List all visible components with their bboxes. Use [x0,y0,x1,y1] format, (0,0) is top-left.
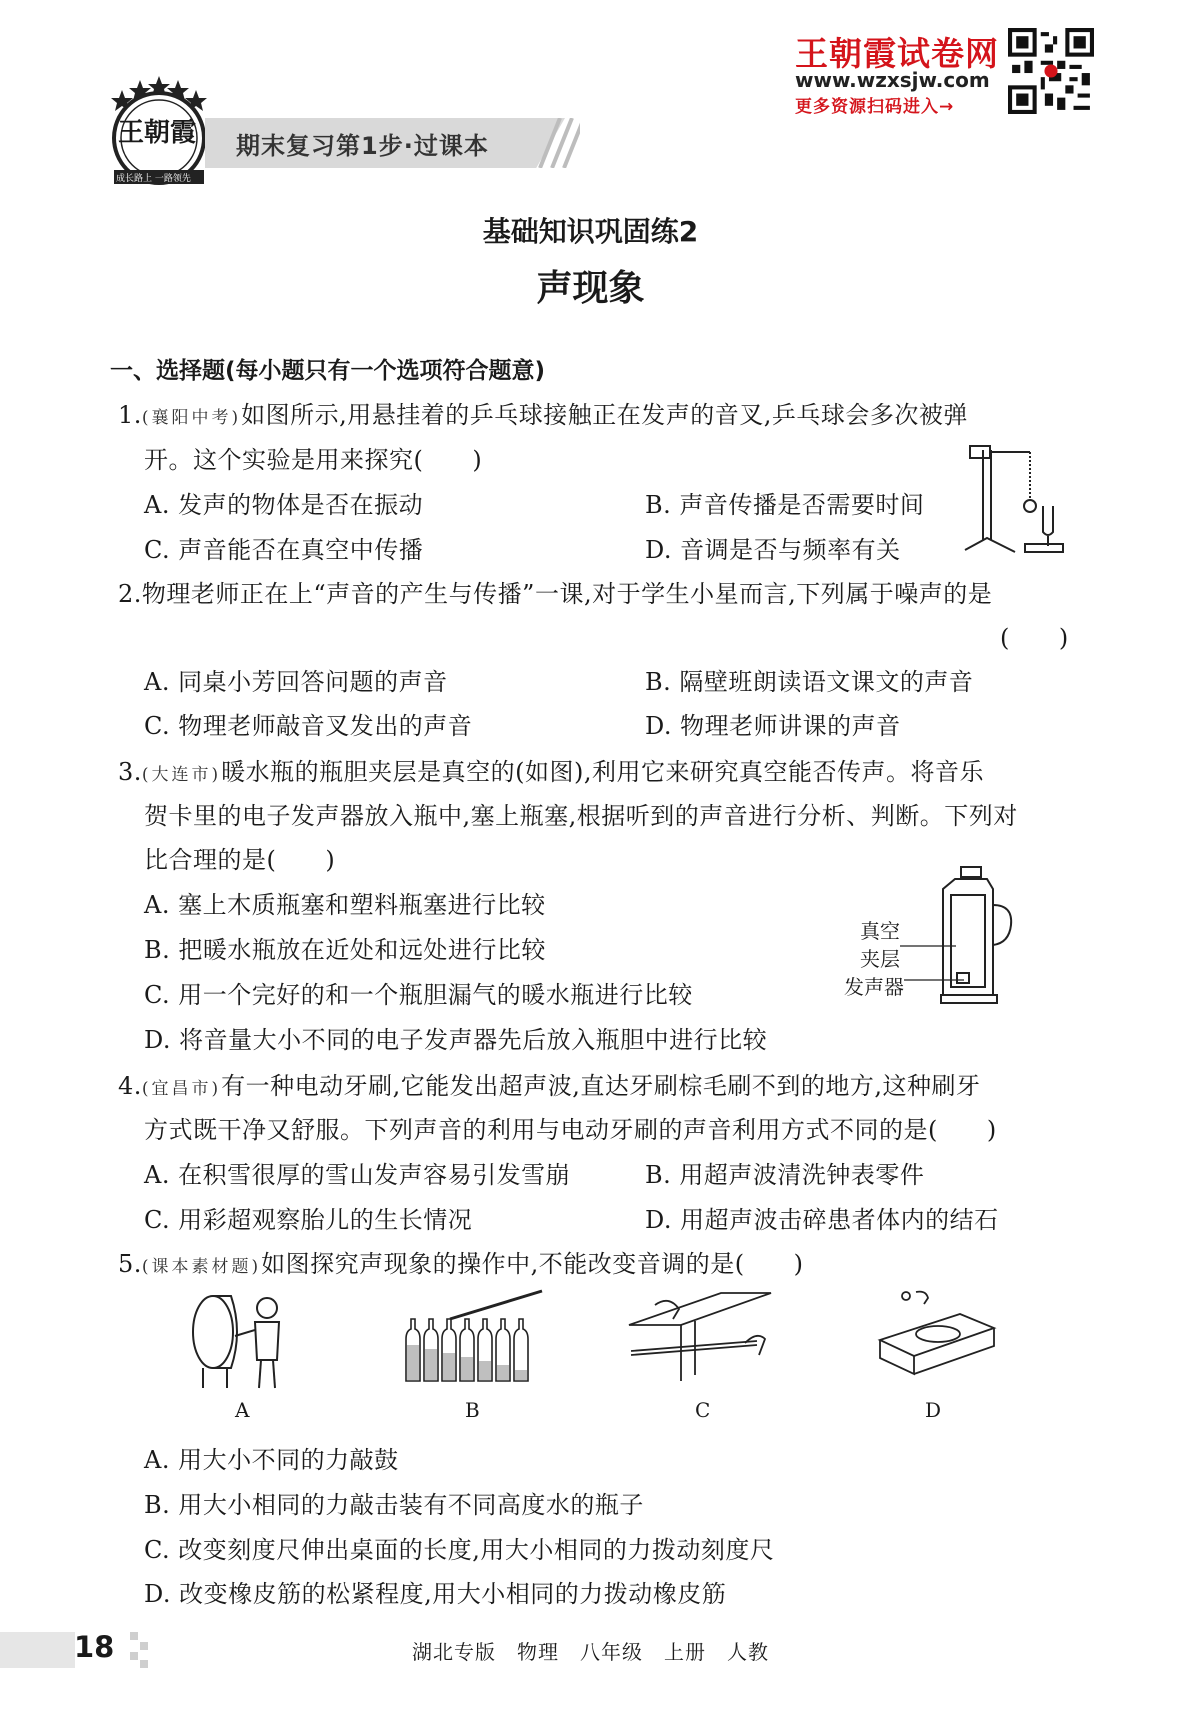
question-3-line-3: 比合理的是( ) [144,846,336,874]
question-4-source: (宜昌市) [141,1079,222,1099]
footer-edition-info: 湖北专版 物理 八年级 上册 人教 [412,1640,769,1664]
question-4-number: 4. [118,1072,142,1100]
header-banner-text: 期末复习第1步·过课本 [236,132,489,160]
figure-label-b: B [465,1398,480,1422]
tuning-fork-pingpong-figure [955,442,1065,554]
question-1-option-a[interactable]: A. 发声的物体是否在振动 [144,491,424,519]
question-4-option-a[interactable]: A. 在积雪很厚的雪山发声容易引发雪崩 [144,1161,571,1189]
question-4-option-b[interactable]: B. 用超声波清洗钟表零件 [645,1161,925,1189]
thermos-label-vacuum: 真空 [860,919,900,943]
figure-label-a: A [235,1398,250,1422]
thermos-label-leaders [900,920,970,990]
question-1-text: 如图所示,用悬挂着的乒乓球接触正在发声的音叉,乒乓球会多次被弹 [241,401,968,429]
question-3-option-b[interactable]: B. 把暖水瓶放在近处和远处进行比较 [144,936,546,964]
drum-figure [185,1290,295,1390]
question-3-source: (大连市) [141,765,222,785]
question-5-option-a[interactable]: A. 用大小不同的力敲鼓 [144,1446,399,1474]
question-4-line-2: 方式既干净又舒服。下列声音的利用与电动牙刷的声音利用方式不同的是( ) [144,1116,997,1144]
section-heading: 一、选择题(每小题只有一个选项符合题意) [110,358,546,384]
badge-motto: 成长路上 一路领先 [116,174,191,184]
question-2-answer-blank[interactable]: ( ) [1000,624,1069,652]
brand-url[interactable]: www.wzxsjw.com [795,68,990,92]
thermos-label-layer: 夹层 [860,947,900,971]
question-3-line-1 [118,752,984,787]
question-2-text: 物理老师正在上“声音的产生与传播”一课,对于学生小星而言,下列属于噪声的是 [141,580,993,608]
question-2-option-a[interactable]: A. 同桌小芳回答问题的声音 [144,668,448,696]
question-2-option-d[interactable]: D. 物理老师讲课的声音 [645,712,901,740]
question-1-option-c[interactable]: C. 声音能否在真空中传播 [144,536,424,564]
question-4-line-1 [118,1066,981,1101]
question-5-line-1 [118,1244,804,1279]
question-3-number: 3. [118,758,142,786]
question-4-option-d[interactable]: D. 用超声波击碎患者体内的结石 [645,1206,999,1234]
water-bottles-figure [400,1285,550,1385]
question-5-source: (课本素材题) [141,1257,262,1277]
page-number: 18 [74,1630,115,1664]
figure-label-d: D [925,1398,942,1422]
question-2-number: 2. [118,580,142,608]
question-3-option-a[interactable]: A. 塞上木质瓶塞和塑料瓶塞进行比较 [144,891,546,919]
question-1-option-b[interactable]: B. 声音传播是否需要时间 [645,491,925,519]
question-2-option-b[interactable]: B. 隔壁班朗读语文课文的声音 [645,668,974,696]
thermos-label-sounder: 发声器 [844,975,904,999]
question-3-option-d[interactable]: D. 将音量大小不同的电子发声器先后放入瓶胆中进行比较 [144,1026,768,1054]
qr-code-icon[interactable] [1008,28,1094,114]
question-5-option-d[interactable]: D. 改变橡皮筋的松紧程度,用大小相同的力拨动橡皮筋 [144,1580,727,1608]
question-5-number: 5. [118,1250,142,1278]
question-5-option-b[interactable]: B. 用大小相同的力敲击装有不同高度水的瓶子 [144,1491,644,1519]
question-5-option-c[interactable]: C. 改变刻度尺伸出桌面的长度,用大小相同的力拨动刻度尺 [144,1536,775,1564]
question-1-source: (襄阳中考) [141,408,242,428]
brand-tagline: 更多资源扫码进入→ [795,97,955,117]
question-1-number: 1. [118,401,142,429]
ruler-desk-figure [625,1285,775,1385]
question-2-option-c[interactable]: C. 物理老师敲音叉发出的声音 [144,712,473,740]
question-3-text: 暖水瓶的瓶胆夹层是真空的(如图),利用它来研究真空能否传声。将音乐 [221,758,985,786]
figure-label-c: C [695,1398,711,1422]
question-1-line-1 [118,395,968,430]
page-title: 基础知识巩固练2 [482,215,699,248]
question-1-option-d[interactable]: D. 音调是否与频率有关 [645,536,901,564]
page-subtitle: 声现象 [536,268,645,309]
question-3-option-c[interactable]: C. 用一个完好的和一个瓶胆漏气的暖水瓶进行比较 [144,981,693,1009]
question-1-line-2: 开。这个实验是用来探究( ) [144,446,483,474]
badge-name: 王朝霞 [118,118,197,148]
banner-stripes [520,118,580,168]
brand-name[interactable]: 王朝霞试卷网 [795,34,999,73]
question-5-text: 如图探究声现象的操作中,不能改变音调的是( ) [261,1250,804,1278]
question-4-text: 有一种电动牙刷,它能发出超声波,直达牙刷棕毛刷不到的地方,这种刷牙 [221,1072,981,1100]
question-4-option-c[interactable]: C. 用彩超观察胎儿的生长情况 [144,1206,473,1234]
rubber-band-box-figure [870,1288,1000,1378]
question-3-line-2: 贺卡里的电子发声器放入瓶中,塞上瓶塞,根据听到的声音进行分析、判断。下列对 [144,802,1018,830]
question-2-line-1 [118,574,992,609]
